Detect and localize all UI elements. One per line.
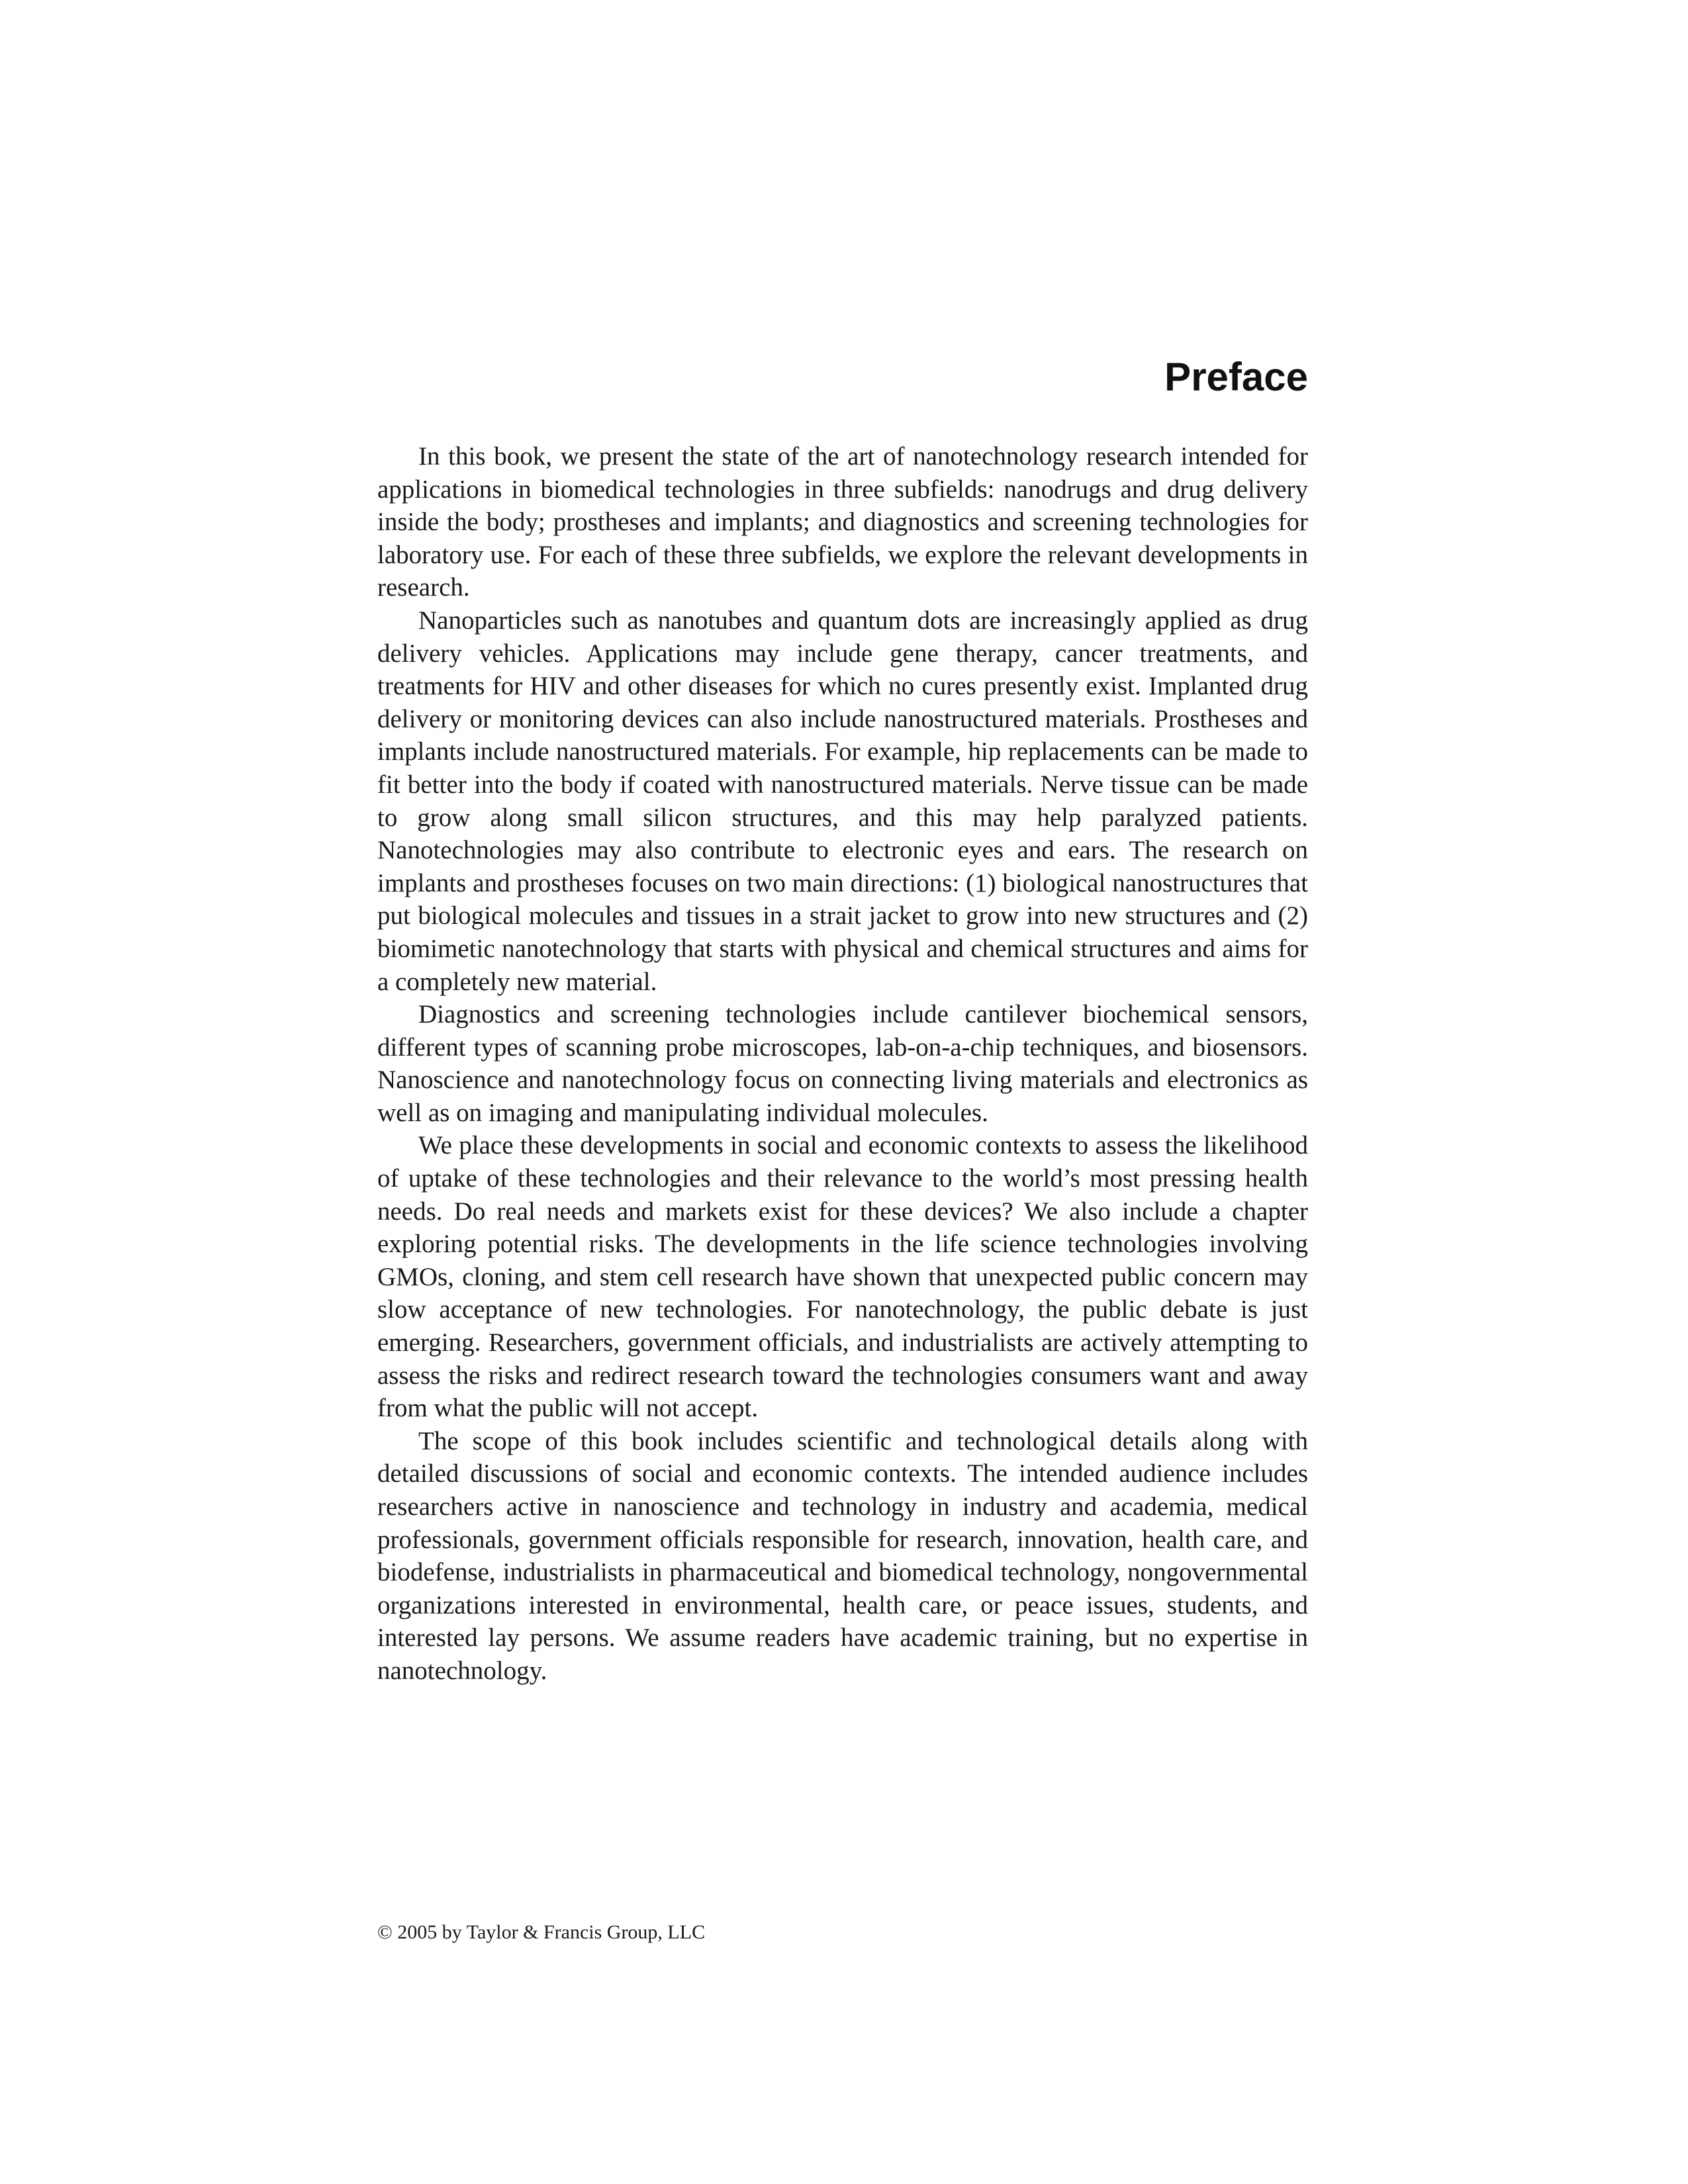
copyright-notice: © 2005 by Taylor & Francis Group, LLC [377, 1921, 706, 1943]
paragraph-3: Diagnostics and screening technologies include cantilever biochemical sensors, different types of scanning probe microscopes, lab-on-a-chip techniques, and biosensors. Nanoscience and nanotechnology focus on connecting living materials and electronics as well as on imaging and manipulating individual molecules. [377, 1000, 1308, 1127]
paragraph-4: We place these developments in social and economic contexts to assess the likelihood of uptake of these technologies and their relevance to the world’s most pressing health needs. Do real needs and markets exist for these devices? We also include a chapter exploring potential risks. The developments in the life science technologies involving GMOs, cloning, and stem cell research have shown that unexpected public concern may slow acceptance of new technologies. For nanotechnology, the public debate is just emerging. Researchers, government officials, and industrialists are actively attempting to assess the risks and redirect research toward the technologies consumers want and away from what the public will not accept. [377, 1131, 1308, 1423]
paragraph-1: In this book, we present the state of the art of nanotechnology research intended for applications in biomedical technologies in three subfields: nanodrugs and drug delivery inside the body; prostheses and implants; and diagnostics and screening technologies for laboratory use. For each of these three subfields, we explore the relevant developments in research. [377, 442, 1308, 602]
page-title: Preface [1164, 355, 1308, 399]
preface-body [377, 440, 1308, 1688]
paragraph-2: Nanoparticles such as nanotubes and quantum dots are increasingly applied as drug delivery vehicles. Applications may include gene therapy, cancer treatments, and treatments for HIV and other diseases for which no cures presently exist. Implanted drug delivery or monitoring devices can also include nanostructured materials. Prostheses and implants include nanostructured materials. For example, hip replacements can be made to fit better into the body if coated with nanostructured materials. Nerve tissue can be made to grow along small silicon structures, and this may help paralyzed patients. Nanotechnologies may also contribute to electronic eyes and ears. The research on implants and prostheses focuses on two main directions: (1) biological nanostructures that put biological molecules and tissues in a strait jacket to grow into new structures and (2) biomimetic nanotechnology that starts with physical and chemical structures and aims for a completely new material. [377, 606, 1308, 996]
paragraph-5: The scope of this book includes scientific and technological details along with detailed discussions of social and economic contexts. The intended audience includes researchers active in nanoscience and technology in industry and academia, medical professionals, government officials responsible for research, innovation, health care, and biodefense, industrialists in pharmaceutical and biomedical technology, nongovernmental organizations interested in environmental, health care, or peace issues, students, and interested lay persons. We assume readers have academic training, but no expertise in nanotechnology. [377, 1426, 1308, 1685]
